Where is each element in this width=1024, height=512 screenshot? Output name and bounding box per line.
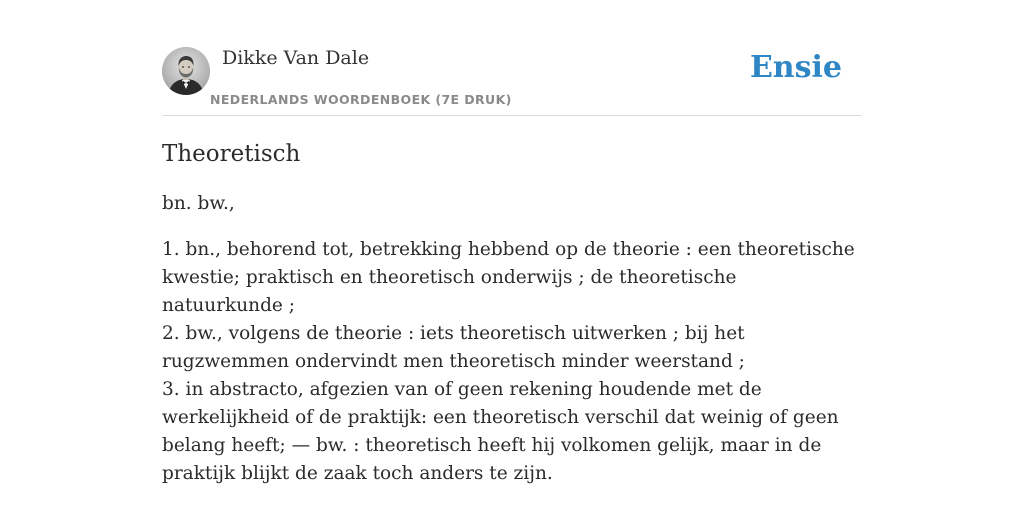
page-header — [162, 40, 862, 116]
definition-sense: 3. in abstracto, afgezien van of geen rekening houdende met de werkelijkheid of de praktijk: een theoretisch verschil dat weinig of geen belang heeft; — bw. : theoretisch heeft hij volkomen gelijk, maar in de praktijk blijkt de zaak toch anders te zijn. — [162, 379, 839, 484]
author-name[interactable]: Dikke Van Dale — [222, 47, 370, 69]
portrait-icon — [162, 47, 210, 95]
part-of-speech: bn. bw., — [162, 193, 235, 214]
entry-content — [162, 136, 862, 488]
author-avatar[interactable] — [162, 47, 210, 95]
brand-logo[interactable]: Ensie — [749, 50, 842, 85]
definition-sense: 2. bw., volgens de theorie : iets theoretisch uitwerken ; bij het rugzwemmen ondervindt men theoretisch minder weerstand ; — [162, 323, 745, 372]
definition-block — [162, 236, 862, 488]
source-label[interactable]: NEDERLANDS WOORDENBOEK (7E DRUK) — [210, 92, 512, 107]
definition-sense: 1. bn., behorend tot, betrekking hebbend op de theorie : een theoretische kwestie; praktisch en theoretisch onderwijs ; de theoretische natuurkunde ; — [162, 239, 855, 316]
entry-title: Theoretisch — [162, 141, 301, 167]
